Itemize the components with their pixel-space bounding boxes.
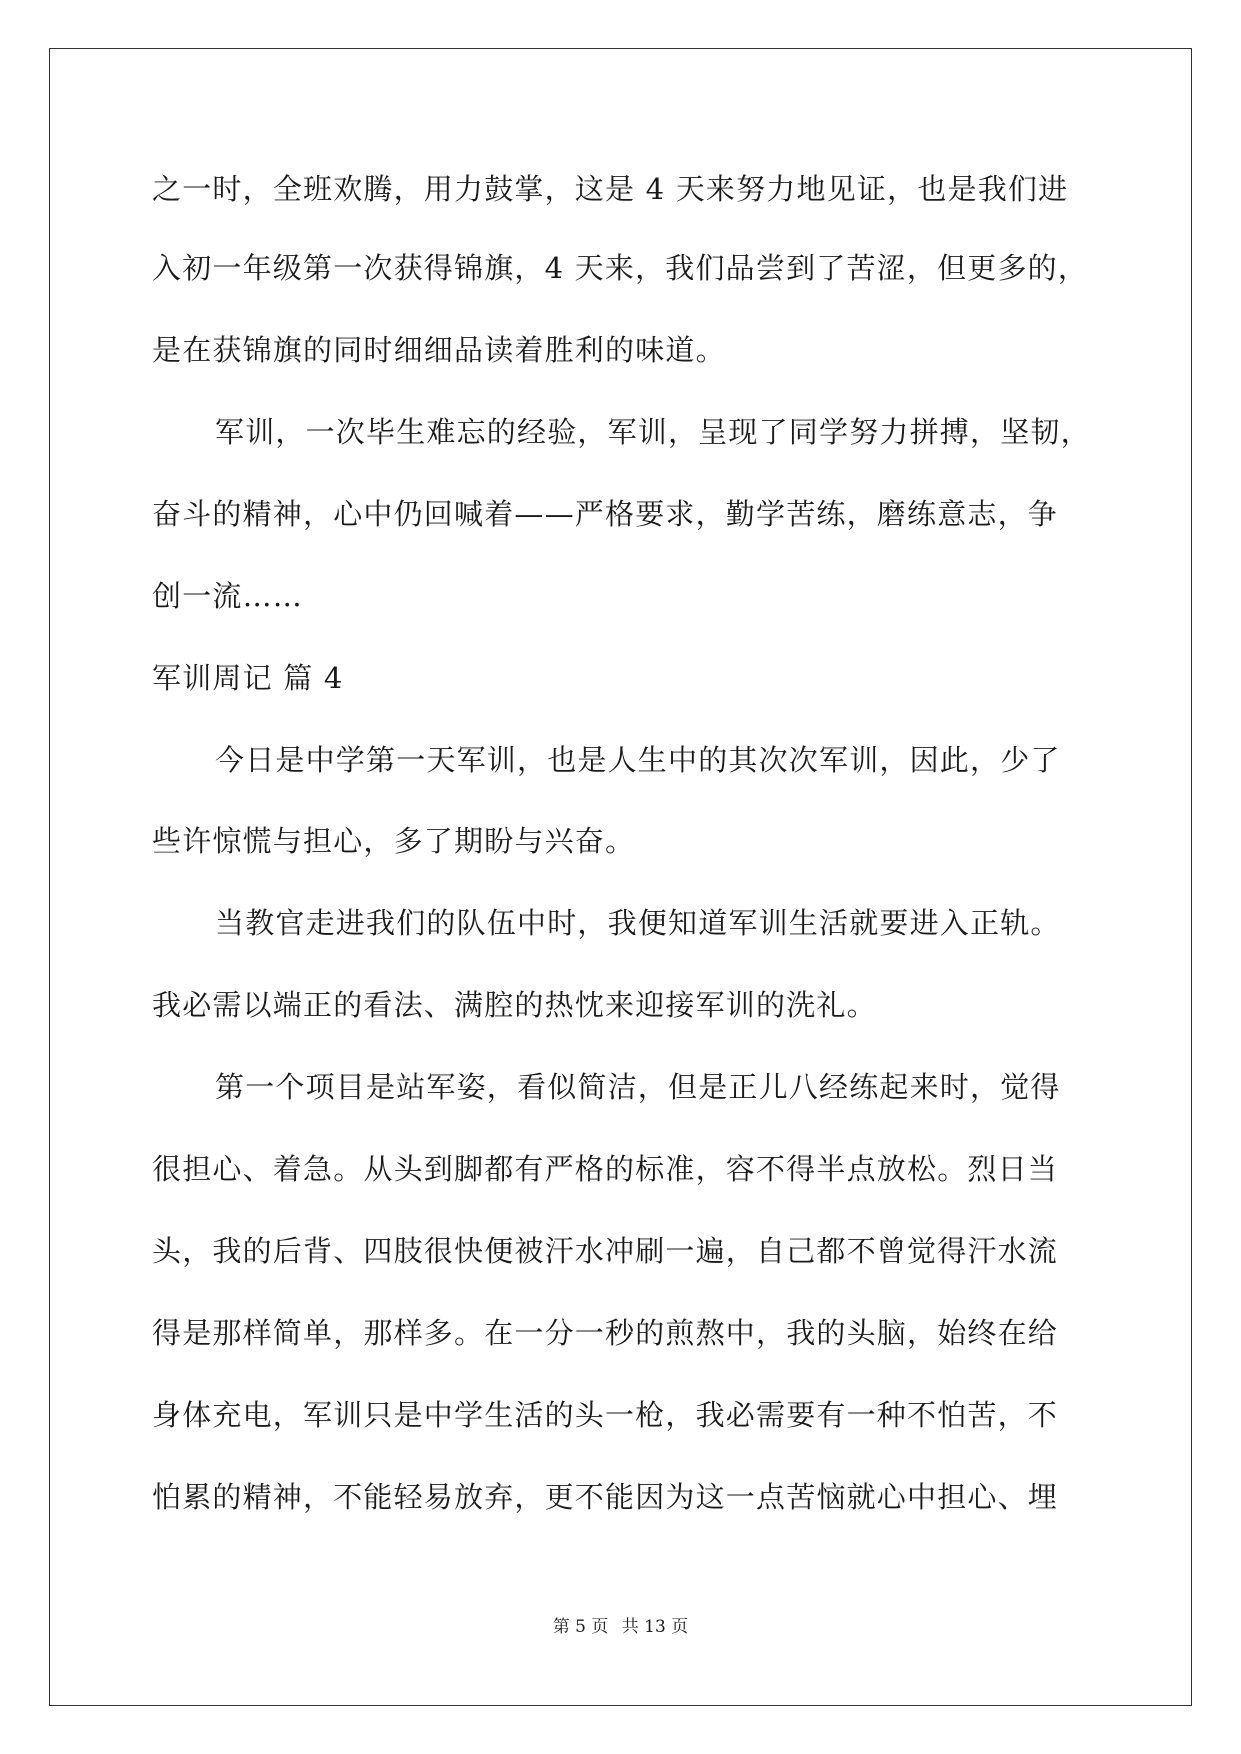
- section-heading: 军训周记 篇 4: [152, 661, 344, 695]
- text-line: 之一时，全班欢腾，用力鼓掌，这是 4 天来努力地见证，也是我们进: [152, 172, 1069, 206]
- text-line: 创一流……: [152, 579, 304, 613]
- text-line: 我必需以端正的看法、满腔的热忱来迎接军训的洗礼。: [152, 988, 877, 1022]
- paragraph-start-line: 军训，一次毕生难忘的经验，军训，呈现了同学努力拼搏，坚韧，: [215, 415, 1091, 449]
- text-line: 是在获锦旗的同时细细品读着胜利的味道。: [152, 333, 726, 367]
- text-line: 些许惊慌与担心，多了期盼与兴奋。: [152, 824, 636, 858]
- text-line: 很担心、着急。从头到脚都有严格的标准，容不得半点放松。烈日当: [152, 1152, 1059, 1186]
- paragraph-start-line: 第一个项目是站军姿，看似简洁，但是正儿八经练起来时，觉得: [215, 1070, 1061, 1104]
- text-line: 怕累的精神，不能轻易放弃，更不能因为这一点苦恼就心中担心、埋: [152, 1480, 1059, 1514]
- page-number-total: 共 13 页: [621, 1617, 689, 1637]
- paragraph-start-line: 当教官走进我们的队伍中时，我便知道军训生活就要进入正轨。: [215, 906, 1061, 940]
- text-line: 得是那样简单，那样多。在一分一秒的煎熬中，我的头脑，始终在给: [152, 1316, 1059, 1350]
- paragraph-start-line: 今日是中学第一天军训，也是人生中的其次次军训，因此，少了: [215, 743, 1061, 777]
- text-line: 头，我的后背、四肢很快便被汗水冲刷一遍，自己都不曾觉得汗水流: [152, 1234, 1059, 1268]
- page-number-current: 第 5 页: [552, 1617, 609, 1637]
- page-border: [49, 48, 1192, 1706]
- text-line: 奋斗的精神，心中仍回喊着——严格要求，勤学苦练，磨练意志，争: [152, 497, 1059, 531]
- page-footer: [0, 1616, 1241, 1638]
- text-line: 入初一年级第一次获得锦旗，4 天来，我们品尝到了苦涩，但更多的，: [152, 251, 1089, 285]
- text-line: 身体充电，军训只是中学生活的头一枪，我必需要有一种不怕苦，不: [152, 1398, 1059, 1432]
